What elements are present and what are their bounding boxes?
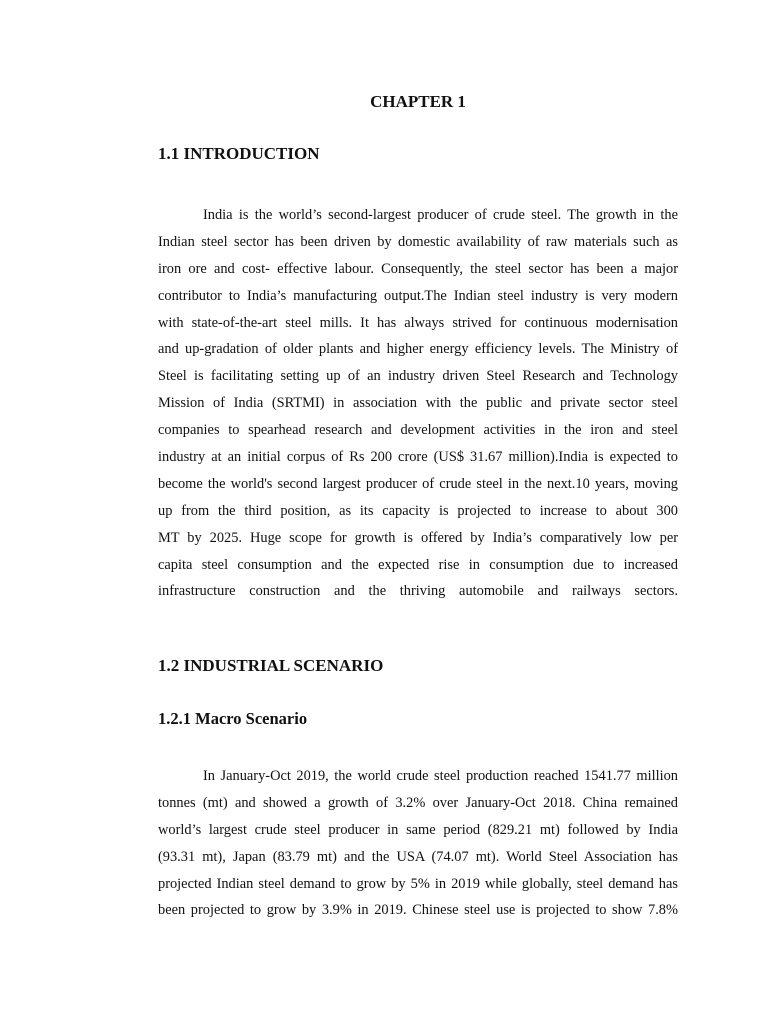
paragraph-line: world’s largest crude steel producer in same period (829.21 mt) followed by India <box>158 821 678 838</box>
paragraph-line: and up-gradation of older plants and higher energy efficiency levels. The Ministry of <box>158 341 678 358</box>
section-heading-industrial-scenario: 1.2 INDUSTRIAL SCENARIO <box>158 656 384 675</box>
paragraph-line: India is the world’s second-largest producer of crude steel. The growth in the <box>203 207 678 223</box>
paragraph-line: MT by 2025. Huge scope for growth is offered by India’s comparatively low per <box>158 529 678 546</box>
paragraph-line: become the world's second largest producer of crude steel in the next.10 years, moving <box>158 475 678 492</box>
paragraph-line: Mission of India (SRTMI) in association with the public and private sector steel <box>158 395 678 412</box>
paragraph-line: Indian steel sector has been driven by domestic availability of raw materials such as <box>158 233 678 250</box>
paragraph-line: capita steel consumption and the expected rise in consumption due to increased <box>158 556 678 573</box>
paragraph-line: companies to spearhead research and development activities in the iron and steel <box>158 422 678 439</box>
subsection-heading-macro-scenario: 1.2.1 Macro Scenario <box>158 709 308 728</box>
paragraph-line: been projected to grow by 3.9% in 2019. Chinese steel use is projected to show 7.8% <box>158 902 678 919</box>
paragraph-line: tonnes (mt) and showed a growth of 3.2% over January-Oct 2018. China remained <box>158 794 678 811</box>
paragraph-line: In January-Oct 2019, the world crude steel production reached 1541.77 million <box>203 768 678 784</box>
chapter-title: CHAPTER 1 <box>370 92 466 111</box>
paragraph-line: Steel is facilitating setting up of an industry driven Steel Research and Technology <box>158 368 678 385</box>
paragraph-line: projected Indian steel demand to grow by 5% in 2019 while globally, steel demand has <box>158 875 678 892</box>
paragraph-line: industry at an initial corpus of Rs 200 crore (US$ 31.67 million).India is expected to <box>158 449 678 466</box>
paragraph-line: iron ore and cost- effective labour. Consequently, the steel sector has been a major <box>158 260 678 277</box>
introduction-paragraph <box>158 202 678 605</box>
section-heading-introduction: 1.1 INTRODUCTION <box>158 144 320 163</box>
paragraph-line: up from the third position, as its capacity is projected to increase to about 300 <box>158 502 678 519</box>
paragraph-line: (93.31 mt), Japan (83.79 mt) and the USA (74.07 mt). World Steel Association has <box>158 848 678 865</box>
macro-scenario-paragraph <box>158 763 678 924</box>
paragraph-line: infrastructure construction and the thriving automobile and railways sectors. <box>158 583 678 600</box>
paragraph-line: with state-of-the-art steel mills. It has always strived for continuous modernisation <box>158 314 678 331</box>
paragraph-line: contributor to India’s manufacturing output.The Indian steel industry is very modern <box>158 287 678 304</box>
